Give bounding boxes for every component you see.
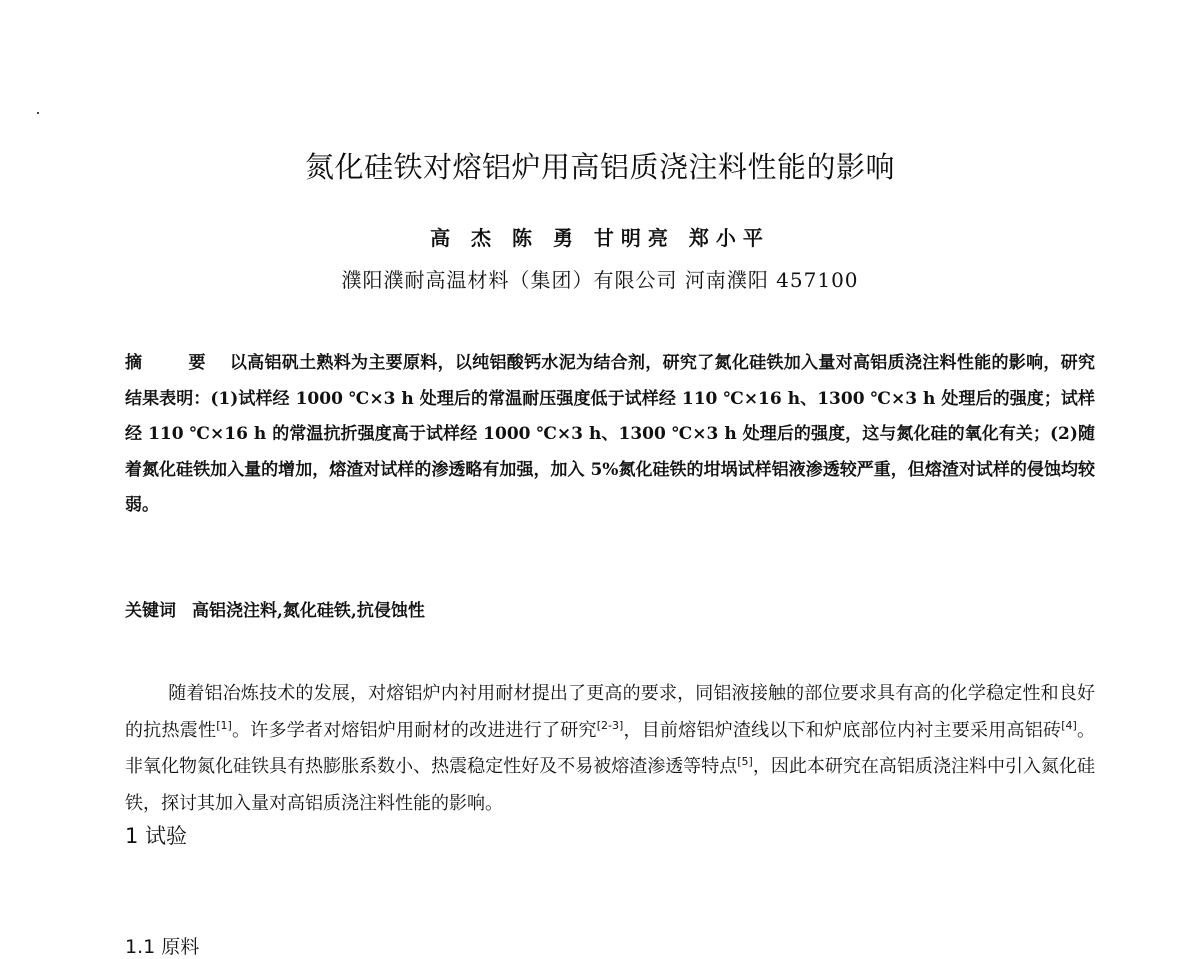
- citation-ref: [5]: [737, 755, 753, 768]
- author-affiliation: 濮阳濮耐高温材料（集团）有限公司 河南濮阳 457100: [341, 268, 859, 292]
- abstract: [125, 346, 1095, 524]
- keywords-label: 关键词: [125, 601, 176, 621]
- intro-text-part4: 。非氧化物氮化硅铁具有热膨胀系数小、热震稳定性好及不易被熔渣渗透等特点: [125, 719, 1096, 777]
- citation-ref: [1]: [216, 718, 232, 732]
- subsection-heading: 1.1 原料: [125, 936, 200, 958]
- citation-ref: [4]: [1061, 718, 1077, 732]
- section-heading: 1 试验: [125, 824, 188, 848]
- keywords-text: 高铝浇注料,氮化硅铁,抗侵蚀性: [192, 601, 425, 621]
- scan-speck: [37, 112, 39, 114]
- citation-ref: [2-3]: [596, 718, 624, 732]
- abstract-text: 以高铝矾土熟料为主要原料，以纯铝酸钙水泥为结合剂，研究了氮化硅铁加入量对高铝质浇注料性能的影响，研究结果表明：(1)试样经 1000 ℃×3 h 处理后的常温耐压强度低于试样经 110 ℃×16 h、1300 ℃×3 h 处理后的强度；试样经 110 ℃×16 h 的常温抗折强度高于试样经 1000 ℃×3 h、1300 ℃×3 h 处理后的强度，这与氮化硅的氧化有关；(2)随着氮化硅铁加入量的增加，熔渣对试样的渗透略有加强，加入 5%氮化硅铁的坩埚试样铝液渗透较严重，但熔渣对试样的侵蚀均较弱。: [125, 353, 1096, 515]
- abstract-label: 摘 要: [125, 353, 226, 373]
- intro-text-part5: ，因此本研究在高铝质浇注料中引入氮化硅铁，探讨其加入量对高铝质浇注料性能的影响。: [125, 756, 1096, 814]
- paper-title: 氮化硅铁对熔铝炉用高铝质浇注料性能的影响: [304, 150, 895, 184]
- intro-paragraph: [125, 676, 1095, 822]
- keywords: [125, 596, 1095, 621]
- intro-text-part3: ，目前熔铝炉渣线以下和炉底部位内衬主要采用高铝砖: [623, 719, 1062, 741]
- intro-text-part1: 随着铝冶炼技术的发展，对熔铝炉内衬用耐材提出了更高的要求，同铝液接触的部位要求具有高的化学稳定性和良好的抗热震性: [125, 683, 1095, 741]
- intro-text-part2: 。许多学者对熔铝炉用耐材的改进进行了研究: [231, 719, 597, 741]
- author-list: 高 杰 陈 勇 甘明亮 郑小平: [430, 226, 770, 250]
